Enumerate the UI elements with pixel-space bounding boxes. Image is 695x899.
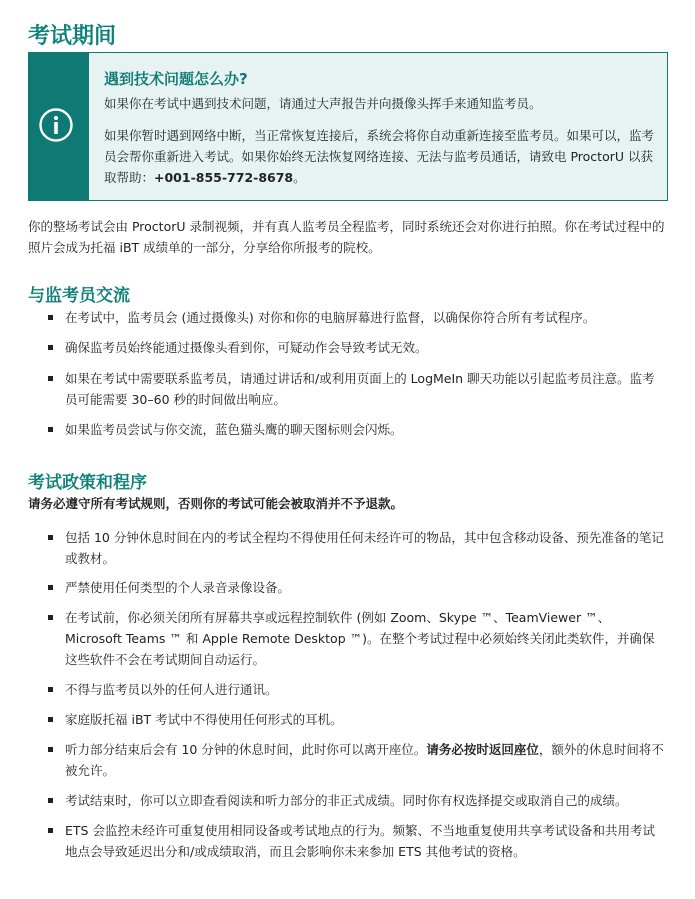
list-item: 在考试中，监考员会 (通过摄像头) 对你和你的电脑屏幕进行监督，以确保你符合所有考试程序。 bbox=[0, 307, 695, 328]
tech-issue-callout bbox=[28, 52, 668, 201]
break-text-after: ，额外的休息时间将不被允许。 bbox=[65, 742, 664, 778]
list-item: 在考试前，你必须关闭所有屏幕共享或远程控制软件 (例如 Zoom、Skype ™、TeamViewer ™、Microsoft Teams ™ 和 Apple Remote Desktop ™)。在整个考试过程中必须始终关闭此类软件，并确保这些软件不会在考试期间自动运行。 bbox=[0, 607, 695, 670]
list-item: 确保监考员始终能通过摄像头看到你，可疑动作会导致考试无效。 bbox=[0, 337, 695, 358]
list-item: ETS 会监控未经许可重复使用相同设备或考试地点的行为。频繁、不当地重复使用共享考试设备和共用考试地点会导致延迟出分和/或成绩取消，而且会影响你未来参加 ETS 其他考试的资格。 bbox=[0, 820, 695, 862]
callout-paragraph-2-end: 。 bbox=[293, 170, 306, 185]
list-item: 严禁使用任何类型的个人录音录像设备。 bbox=[0, 577, 695, 598]
list-item: 不得与监考员以外的任何人进行通讯。 bbox=[0, 679, 695, 700]
callout-icon-band bbox=[29, 53, 89, 200]
proctoru-phone-number: +001-855-772-8678 bbox=[154, 170, 294, 185]
info-icon bbox=[38, 107, 74, 143]
section-heading-policies: 考试政策和程序 bbox=[28, 473, 147, 493]
callout-paragraph-2 bbox=[104, 125, 659, 188]
break-text-before: 听力部分结束后会有 10 分钟的休息时间，此时你可以离开座位。 bbox=[65, 742, 427, 757]
policy-list bbox=[0, 527, 695, 862]
policy-warning: 请务必遵守所有考试规则，否则你的考试可能会被取消并不予退款。 bbox=[28, 496, 404, 511]
callout-heading: 遇到技术问题怎么办? bbox=[104, 70, 248, 88]
break-text-bold: 请务必按时返回座位 bbox=[426, 742, 539, 757]
list-item: 家庭版托福 iBT 考试中不得使用任何形式的耳机。 bbox=[0, 709, 695, 730]
page-title: 考试期间 bbox=[28, 24, 117, 49]
section-heading-proctor: 与监考员交流 bbox=[28, 286, 130, 306]
list-item: 包括 10 分钟休息时间在内的考试全程均不得使用任何未经许可的物品，其中包含移动设备、预先准备的笔记或教材。 bbox=[0, 527, 695, 569]
list-item: 考试结束时，你可以立即查看阅读和听力部分的非正式成绩。同时你有权选择提交或取消自己的成绩。 bbox=[0, 790, 695, 811]
callout-paragraph-1: 如果你在考试中遇到技术问题，请通过大声报告并向摄像头挥手来通知监考员。 bbox=[104, 96, 542, 111]
list-item-break bbox=[0, 739, 695, 781]
callout-paragraph-2-text: 如果你暂时遇到网络中断，当正常恢复连接后，系统会将你自动重新连接至监考员。如果可以，监考员会帮你重新进入考试。如果你始终无法恢复网络连接、无法与监考员通话，请致电 ProctorU 以获取帮助： bbox=[104, 128, 655, 185]
list-item: 如果监考员尝试与你交流，蓝色猫头鹰的聊天图标则会闪烁。 bbox=[0, 419, 695, 440]
proctor-list bbox=[0, 307, 695, 440]
intro-paragraph: 你的整场考试会由 ProctorU 录制视频，并有真人监考员全程监考，同时系统还会对你进行拍照。你在考试过程中的照片会成为托福 iBT 成绩单的一部分，分享给你所报考的院校。 bbox=[28, 219, 665, 255]
list-item: 如果在考试中需要联系监考员，请通过讲话和/或利用页面上的 LogMeIn 聊天功能以引起监考员注意。监考员可能需要 30–60 秒的时间做出响应。 bbox=[0, 368, 695, 410]
